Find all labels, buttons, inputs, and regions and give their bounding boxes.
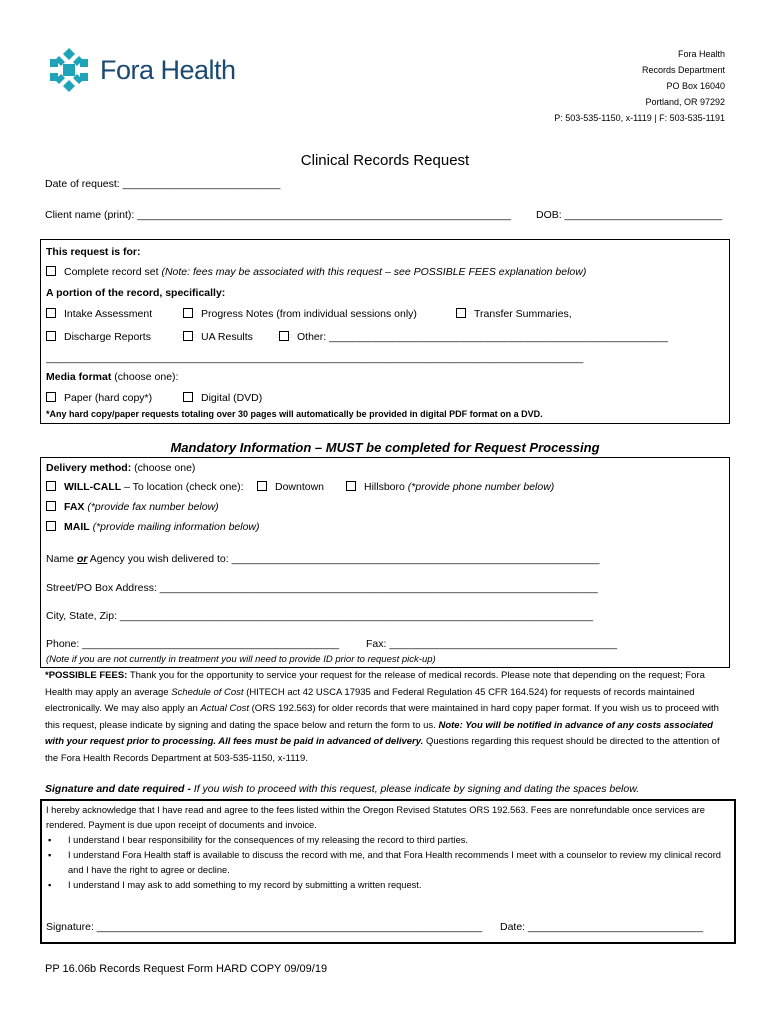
logo-text: Fora Health [100,55,236,85]
other-field[interactable]: Other: __________________________________________________________ [297,331,668,343]
ua-checkbox[interactable] [183,331,193,341]
delivery-choose: (choose one) [134,462,196,474]
hillsboro-checkbox[interactable] [346,481,356,491]
id-note: (Note if you are not currently in treatment you will need to provide ID prior to request pick-up) [46,654,436,665]
fax-field[interactable]: Fax: _______________________________________ [366,638,618,650]
fora-health-logo-icon [45,46,93,94]
transfer-option[interactable] [456,308,572,320]
city-field[interactable]: City, State, Zip: _________________________________________________________________________________ [46,610,593,622]
name-pre: Name [46,553,77,565]
fees-label: *POSSIBLE FEES: [45,670,128,681]
page-title: Clinical Records Request [300,152,470,169]
willcall-option[interactable] [46,481,244,493]
hillsboro-option[interactable] [346,481,554,493]
fees-text-4: Questions regarding this request should be directed to the attention of the Fora Health Records Department at 503-535-1150, x-1119. [45,736,720,764]
fax-label: FAX [64,501,85,513]
intake-option[interactable] [46,308,152,320]
signature-heading [45,783,639,795]
signature-heading-rest: If you wish to proceed with this request, please indicate by signing and dating the spaces below. [190,783,640,795]
name-post: Agency you wish delivered to: _______________________________________________________________ [87,553,600,565]
request-box [40,239,730,424]
fax-option[interactable] [46,501,219,513]
fees-bold-note: Note: You will be notified in advance of any costs associated with your request prior to processing. All fees must be paid in advanced of delivery. [45,719,713,747]
media-label: Media format [46,371,112,383]
fax-checkbox[interactable] [46,501,56,511]
mail-option[interactable] [46,521,260,533]
progress-option[interactable] [183,308,417,320]
paper-checkbox[interactable] [46,392,56,402]
fees-paragraph [45,668,727,767]
ua-label: UA Results [201,331,253,343]
fees-actual: Actual Cost [200,703,249,714]
date-field[interactable]: Date: ______________________________ [500,921,704,933]
complete-set-checkbox[interactable] [46,266,56,276]
portion-heading: A portion of the record, specifically: [46,287,226,299]
downtown-label: Downtown [275,481,325,493]
media-choose: (choose one): [114,371,179,383]
form-footer: PP 16.06b Records Request Form HARD COPY 09/09/19 [45,963,328,975]
digital-checkbox[interactable] [183,392,193,402]
name-or: or [76,553,88,565]
acknowledgement [46,803,726,893]
delivery-heading [46,462,195,474]
fees-text-1: Thank you for the opportunity to service your request for the release of medical records. Please note that depending on the request; Fora Health may apply an average [45,670,705,698]
date-of-request-field[interactable]: Date of request: ___________________________ [45,178,281,190]
list-item: ▪ I understand I may ask to add something to my record by submitting a written request. [46,878,726,893]
progress-label: Progress Notes (from individual sessions only) [201,308,417,320]
address-line: P: 503-535-1150, x-1119 | F: 503-535-1191 [554,113,725,123]
digital-label: Digital (DVD) [201,392,263,404]
list-item: ▪ I understand I bear responsibility for the consequences of my releasing the record to third parties. [46,833,726,848]
willcall-label: WILL-CALL [64,481,122,493]
intake-label: Intake Assessment [64,308,153,320]
signature-heading-bold: Signature and date required - [45,783,191,795]
mail-note: (*provide mailing information below) [92,521,260,533]
address-line: PO Box 16040 [666,81,725,91]
downtown-checkbox[interactable] [257,481,267,491]
progress-checkbox[interactable] [183,308,193,318]
other-checkbox[interactable] [279,331,289,341]
other-line[interactable]: ____________________________________________________________________________________________ [46,352,584,364]
client-name-field[interactable]: Client name (print): ________________________________________________________________ [45,209,511,221]
fees-text-3: (ORS 192.563) for older records that were maintained in hard copy paper format. If you wish us to proceed with this request, please indicate by signing and dating the space below and return the form to us. [45,703,719,731]
paper-label: Paper (hard copy*) [64,392,153,404]
address-line: Records Department [641,65,725,75]
signature-box [40,799,736,944]
mandatory-heading: Mandatory Information – MUST be completed for Request Processing [170,440,600,455]
ack-bullets [46,833,726,893]
hillsboro-note: (*provide phone number below) [407,481,555,493]
address-line: Portland, OR 97292 [645,97,725,107]
discharge-label: Discharge Reports [64,331,151,343]
fees-text-2: (HITECH act 42 USCA 17935 and Federal Regulation 45 CFR 164.524) for requests of records maintained electronically. We may also apply an [45,686,695,714]
mail-label: MAIL [64,521,90,533]
intake-checkbox[interactable] [46,308,56,318]
transfer-label: Transfer Summaries, [474,308,572,320]
other-option[interactable] [279,331,668,343]
complete-set-option[interactable] [46,266,586,278]
complete-set-label: Complete record set [64,266,159,278]
fees-schedule: Schedule of Cost [171,686,244,698]
address-line: Fora Health [677,49,725,59]
list-item: ▪ I understand Fora Health staff is available to discuss the record with me, and that Fora Health recommends I meet with a counselor to review my clinical record and I have the right to agree or decline. [46,848,726,878]
mandatory-box [40,457,730,668]
media-heading [46,371,178,383]
willcall-text: – To location (check one): [124,481,244,493]
discharge-checkbox[interactable] [46,331,56,341]
signature-field[interactable]: Signature: __________________________________________________________________ [46,921,483,933]
phone-field[interactable]: Phone: ____________________________________________ [46,638,340,650]
name-agency-field[interactable] [46,553,600,565]
digital-option[interactable] [183,392,262,404]
transfer-checkbox[interactable] [456,308,466,318]
ack-text: I hereby acknowledge that I have read and agree to the fees listed within the Oregon Revised Statutes ORS 192.563. Fees are nonrefundable once services are rendered. Payment is due upon receipt of documents and invoice. [46,805,705,830]
request-heading: This request is for: [46,246,141,258]
complete-set-note: (Note: fees may be associated with this request – see POSSIBLE FEES explanation below) [161,266,587,278]
dob-field[interactable]: DOB: ___________________________ [536,209,723,221]
discharge-option[interactable] [46,331,151,343]
media-note: *Any hard copy/paper requests totaling over 30 pages will automatically be provided in digital PDF format on a DVD. [46,409,543,419]
fax-note: (*provide fax number below) [87,501,219,513]
paper-option[interactable] [46,392,152,404]
address-block [554,46,725,126]
mail-checkbox[interactable] [46,521,56,531]
willcall-checkbox[interactable] [46,481,56,491]
hillsboro-label: Hillsboro [364,481,405,493]
delivery-label: Delivery method: [46,462,132,474]
downtown-option[interactable] [257,481,324,493]
street-field[interactable]: Street/PO Box Address: ___________________________________________________________________________ [46,582,598,594]
ua-option[interactable] [183,331,253,343]
